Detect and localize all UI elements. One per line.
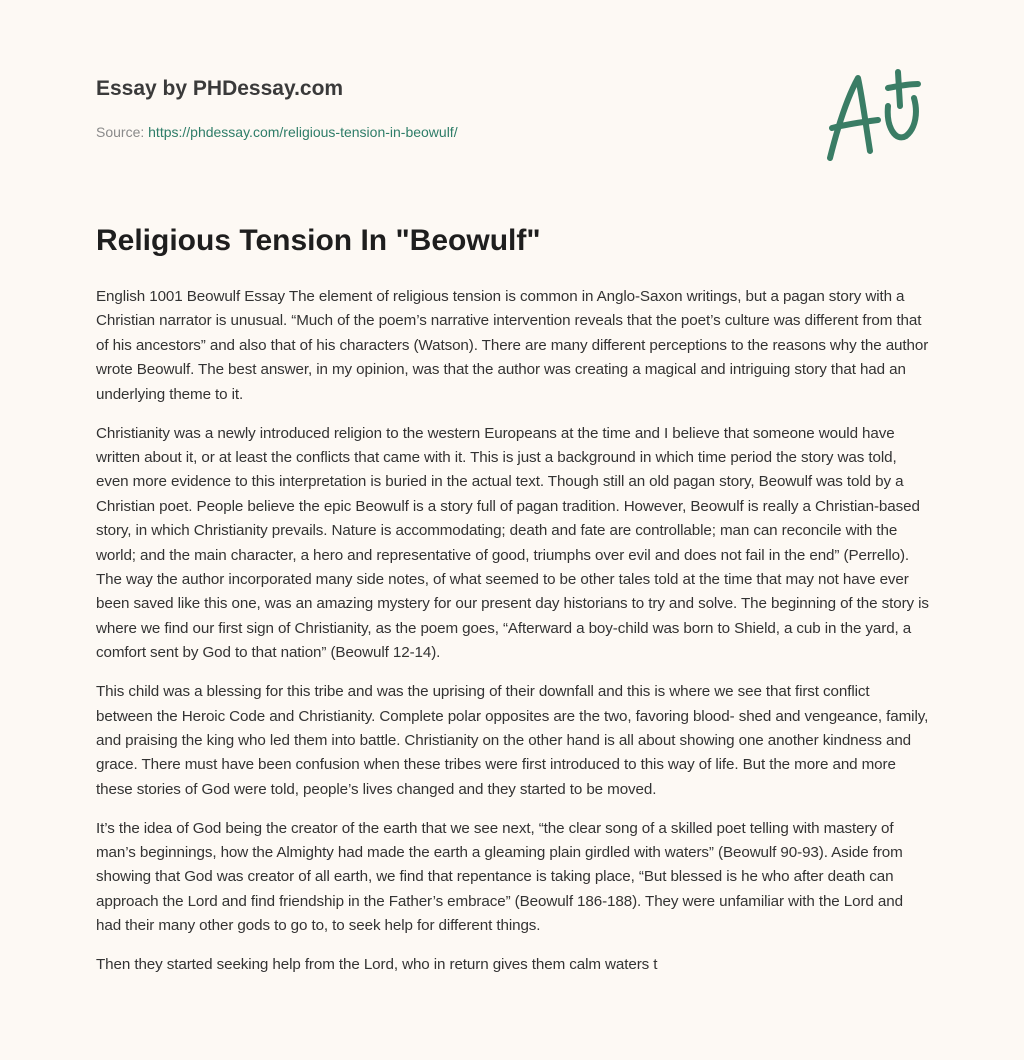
paragraph: It’s the idea of God being the creator of the earth that we see next, “the clear song of a skilled poet telling with mastery of man’s beginnings, how the Almighty had made the earth a gleaming plain girdled with waters” (Beowulf 90-93). Aside from showing that God was creator of all earth, we find that repentance is taking place, “But blessed is he who after death can approach the Lord and find friendship in the Father’s embrace” (Beowulf 186-188). They were unfamiliar with the Lord and had their many other gods to go to, to seek help for different things. [96, 819, 903, 935]
essay-title: Religious Tension In "Beowulf" [96, 224, 541, 257]
paragraph: This child was a blessing for this tribe and was the uprising of their downfall and this is where we see that first conflict between the Heroic Code and Christianity. Complete polar opposites are the two, favoring blood- shed and vengeance, family, and praising the king who led them into battle. Christianity on the other hand is all about showing one another kindness and grace. There must have been confusion when these tribes were first introduced to this way of life. But the more and more these stories of God were told, people’s lives changed and they started to be moved. [96, 683, 929, 798]
source-label: Source: [96, 124, 145, 140]
paragraph: English 1001 Beowulf Essay The element of religious tension is common in Anglo-Saxon writings, but a pagan story with a Christian narrator is unusual. “Much of the poem’s narrative intervention reveals that the poet’s culture was different from that of his ancestors” and also that of his characters (Watson). There are many different perceptions to the reasons why the author wrote Beowulf. The best answer, in my opinion, was that the author was creating a magical and intriguing story that had an underlying theme to it. [96, 288, 929, 403]
source-link[interactable]: https://phdessay.com/religious-tension-in-beowulf/ [148, 124, 458, 140]
a-plus-logo-icon [818, 66, 930, 166]
paragraph: Then they started seeking help from the Lord, who in return gives them calm waters t [96, 956, 658, 974]
paragraph: Christianity was a newly introduced religion to the western Europeans at the time and I believe that someone would have written about it, or at least the conflicts that came with it. This is just a background in which time period the story was told, even more evidence to this interpretation is buried in the actual text. Though still an old pagan story, Beowulf was told by a Christian poet. People believe the epic Beowulf is a story full of pagan tradition. However, Beowulf is really a Christian-based story, in which Christianity prevails. Nature is accommodating; death and fate are controllable; man can reconcile with the world; and the main character, a hero and representative of good, triumphs over evil and does not fail in the end” (Perrello). The way the author incorporated many side notes, of what seemed to be other tales told at the time that may not have ever been saved like this one, was an amazing mystery for our present day historians to try and solve. The beginning of the story is where we find our first sign of Christianity, as the poem goes, “Afterward a boy-child was born to Shield, a cub in the yard, a comfort sent by God to that nation” (Beowulf 12-14). [96, 424, 929, 662]
essay-body [96, 285, 930, 992]
site-brand: Essay by PHDessay.com [96, 77, 344, 100]
source-line [96, 124, 458, 140]
